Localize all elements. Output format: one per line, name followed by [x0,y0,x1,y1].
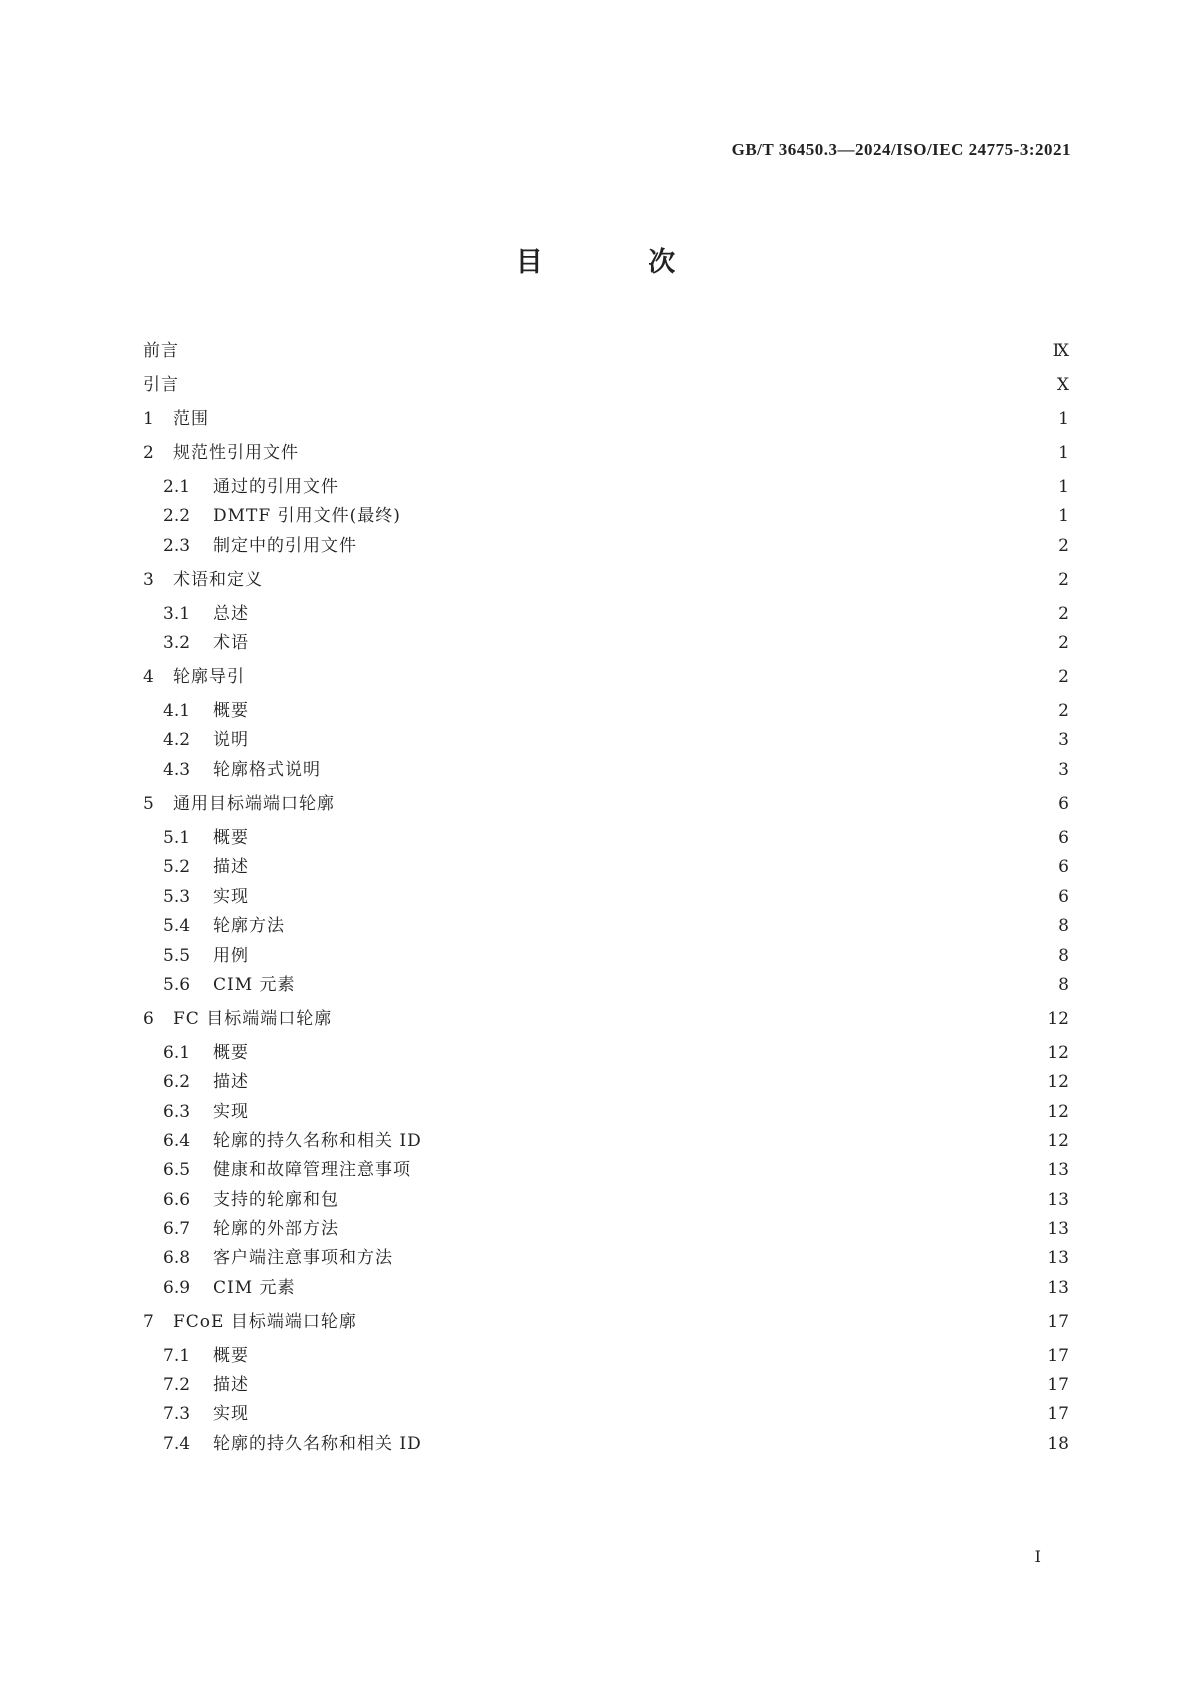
toc-entry-number: 2 [143,443,154,463]
toc-entry[interactable] [163,1129,1069,1153]
dot-leader [257,944,1050,968]
dot-leader [187,373,1049,397]
toc-entry-number: 5.2 [163,857,191,877]
toc-entry-label: DMTF 引用文件(最终) [213,506,401,526]
toc-entry[interactable] [163,1402,1069,1426]
toc-entry-number: 6.8 [163,1248,191,1268]
toc-entry-label: 实现 [213,1102,249,1122]
toc-entry-page: 2 [1058,701,1069,721]
page-title: 目 次 [515,247,724,278]
toc-entry-number: 7.2 [163,1375,191,1395]
toc-entry-page: 6 [1058,828,1069,848]
toc-entry[interactable] [143,339,1069,363]
toc-entry-page: 1 [1058,443,1069,463]
toc-entry-page: 3 [1058,730,1069,750]
toc-entry-page: 13 [1047,1160,1069,1180]
toc-entry-number: 3.1 [163,604,191,624]
toc-entry-label: 前言 [143,341,179,361]
toc-entry-label: FC 目标端端口轮廓 [173,1009,333,1029]
toc-entry-page: 17 [1047,1404,1069,1424]
toc-entry-label: 轮廓的持久名称和相关 ID [213,1131,422,1151]
dot-leader [257,728,1050,752]
toc-entry-page: Ⅸ [1052,341,1069,361]
dot-leader [430,1432,1040,1456]
toc-entry-page: 2 [1058,536,1069,556]
toc-entry-page: 12 [1047,1009,1069,1029]
toc-entry-label: 轮廓的外部方法 [213,1219,339,1239]
dot-leader [304,973,1051,997]
toc-entry-label: 总述 [213,604,249,624]
toc-entry-label: 描述 [213,1072,249,1092]
dot-leader [401,1246,1039,1270]
toc-entry[interactable] [163,1344,1069,1368]
toc-entry-label: 术语 [213,633,249,653]
dot-leader [347,1188,1039,1212]
toc-entry-page: 1 [1058,477,1069,497]
toc-entry-label: 概要 [213,1346,249,1366]
toc-entry-number: 3 [143,570,154,590]
toc-entry-number: 5 [143,794,154,814]
toc-entry[interactable] [163,1217,1069,1241]
toc-entry[interactable] [163,1432,1069,1456]
toc-entry-number: 5.1 [163,828,191,848]
toc-entry-page: 6 [1058,887,1069,907]
toc-entry-label: 通用目标端端口轮廓 [173,794,335,814]
toc-entry-page: 2 [1058,667,1069,687]
toc-entry-label: 规范性引用文件 [173,443,299,463]
toc-entry[interactable] [163,973,1069,997]
toc-entry-page: 17 [1047,1375,1069,1395]
toc-entry-label: CIM 元素 [213,1278,296,1298]
toc-entry-label: 实现 [213,1404,249,1424]
toc-entry-page: 13 [1047,1190,1069,1210]
toc-entry[interactable] [163,475,1069,499]
toc-entry-label: 轮廓的持久名称和相关 ID [213,1434,422,1454]
dot-leader [340,1007,1039,1031]
toc-entry-label: 描述 [213,1375,249,1395]
dot-leader [347,475,1050,499]
toc-entry-page: 6 [1058,794,1069,814]
toc-entry[interactable] [163,885,1069,909]
toc-entry-page: 17 [1047,1312,1069,1332]
toc-entry[interactable] [163,1246,1069,1270]
toc-entry-number: 6.2 [163,1072,191,1092]
toc-entry-label: 轮廓格式说明 [213,760,321,780]
toc-entry-page: 6 [1058,857,1069,877]
toc-entry-page: Ⅹ [1056,375,1069,395]
toc-entry[interactable] [143,373,1069,397]
toc-entry-number: 6.3 [163,1102,191,1122]
toc-entry-page: 8 [1058,975,1069,995]
toc-entry-page: 1 [1058,409,1069,429]
toc-entry[interactable] [163,1373,1069,1397]
toc-entry-number: 4.2 [163,730,191,750]
dot-leader [257,699,1050,723]
toc-entry-number: 6.4 [163,1131,191,1151]
dot-leader [271,568,1050,592]
dot-leader [257,1070,1039,1094]
toc-entry[interactable] [163,758,1069,782]
toc-entry[interactable] [143,441,1069,465]
toc-entry-page: 13 [1047,1248,1069,1268]
toc-entry[interactable] [163,699,1069,723]
toc-entry[interactable] [143,1310,1069,1334]
toc-entry-number: 7.1 [163,1346,191,1366]
toc-entry-page: 12 [1047,1043,1069,1063]
toc-entry-label: 轮廓导引 [173,667,245,687]
toc-entry-number: 6.6 [163,1190,191,1210]
dot-leader [257,1402,1039,1426]
toc-entry[interactable] [163,728,1069,752]
toc-entry[interactable] [163,534,1069,558]
toc-entry-number: 2.1 [163,477,191,497]
dot-leader [307,441,1050,465]
toc-entry-number: 6.5 [163,1160,191,1180]
toc-entry-number: 6 [143,1009,154,1029]
toc-entry-label: 轮廓方法 [213,916,285,936]
toc-entry-number: 1 [143,409,154,429]
page-number: Ⅰ [1034,1547,1041,1566]
dot-leader [257,1041,1039,1065]
toc-entry-number: 4 [143,667,154,687]
toc-entry[interactable] [163,1188,1069,1212]
toc-entry[interactable] [163,1158,1069,1182]
toc-entry-page: 12 [1047,1102,1069,1122]
dot-leader [293,914,1050,938]
toc-entry-number: 6.1 [163,1043,191,1063]
dot-leader [257,631,1050,655]
toc-entry-label: 概要 [213,701,249,721]
toc-entry-page: 12 [1047,1131,1069,1151]
dot-leader [257,602,1050,626]
toc-entry[interactable] [143,665,1069,689]
dot-leader [329,758,1050,782]
dot-leader [419,1158,1039,1182]
toc-entry-page: 2 [1058,570,1069,590]
toc-entry[interactable] [163,504,1069,528]
dot-leader [365,1310,1040,1334]
toc-entry-label: 范围 [173,409,209,429]
toc-entry-number: 7 [143,1312,154,1332]
toc-entry-label: 概要 [213,1043,249,1063]
toc-entry-number: 3.2 [163,633,191,653]
toc-entry-label: 支持的轮廓和包 [213,1190,339,1210]
toc-entry-label: 用例 [213,946,249,966]
toc-entry-label: 客户端注意事项和方法 [213,1248,393,1268]
dot-leader [257,1373,1039,1397]
toc-entry-page: 17 [1047,1346,1069,1366]
toc-entry-page: 13 [1047,1219,1069,1239]
toc-entry-page: 12 [1047,1072,1069,1092]
toc-entry-label: CIM 元素 [213,975,296,995]
toc-entry-page: 3 [1058,760,1069,780]
toc-entry-page: 8 [1058,946,1069,966]
toc-entry-number: 5.6 [163,975,191,995]
toc-entry-page: 1 [1058,506,1069,526]
toc-entry-number: 2.3 [163,536,191,556]
toc-entry[interactable] [143,407,1069,431]
toc-entry-number: 2.2 [163,506,191,526]
toc-entry[interactable] [163,1276,1069,1300]
dot-leader [365,534,1050,558]
dot-leader [304,1276,1040,1300]
toc-entry-page: 2 [1058,604,1069,624]
dot-leader [253,665,1050,689]
toc-entry-label: 实现 [213,887,249,907]
toc-entry-label: FCoE 目标端端口轮廓 [173,1312,357,1332]
dot-leader [187,339,1045,363]
toc-entry-label: 通过的引用文件 [213,477,339,497]
toc-entry[interactable] [143,1007,1069,1031]
toc-entry-page: 8 [1058,916,1069,936]
toc-entry-label: 术语和定义 [173,570,263,590]
toc-entry-label: 制定中的引用文件 [213,536,357,556]
toc-entry-label: 健康和故障管理注意事项 [213,1160,411,1180]
toc-entry[interactable] [163,1070,1069,1094]
toc-entry[interactable] [143,568,1069,592]
toc-entry-number: 4.1 [163,701,191,721]
dot-leader [257,826,1050,850]
dot-leader [257,1344,1039,1368]
toc-entry-number: 5.4 [163,916,191,936]
toc-entry[interactable] [163,1041,1069,1065]
toc-entry-page: 18 [1047,1434,1069,1454]
dot-leader [430,1129,1040,1153]
toc-entry-label: 概要 [213,828,249,848]
toc-entry-number: 5.3 [163,887,191,907]
dot-leader [257,855,1050,879]
toc-entry[interactable] [163,914,1069,938]
toc-entry-page: 13 [1047,1278,1069,1298]
toc-entry[interactable] [163,944,1069,968]
toc-entry-number: 7.3 [163,1404,191,1424]
dot-leader [347,1217,1039,1241]
toc-entry[interactable] [163,631,1069,655]
toc-entry-label: 说明 [213,730,249,750]
toc-entry-label: 描述 [213,857,249,877]
toc-entry-number: 7.4 [163,1434,191,1454]
dot-leader [217,407,1050,431]
toc-entry-page: 2 [1058,633,1069,653]
toc-entry-number: 5.5 [163,946,191,966]
dot-leader [343,792,1050,816]
dot-leader [409,504,1050,528]
toc-entry-label: 引言 [143,375,179,395]
toc-entry[interactable] [163,826,1069,850]
toc-entry[interactable] [143,792,1069,816]
dot-leader [257,885,1050,909]
toc-entry[interactable] [163,855,1069,879]
toc-entry-number: 4.3 [163,760,191,780]
toc-entry[interactable] [163,1100,1069,1124]
standard-code: GB/T 36450.3—2024/ISO/IEC 24775-3:2021 [731,140,1071,159]
toc-entry[interactable] [163,602,1069,626]
toc-entry-number: 6.9 [163,1278,191,1298]
toc-entry-number: 6.7 [163,1219,191,1239]
dot-leader [257,1100,1039,1124]
